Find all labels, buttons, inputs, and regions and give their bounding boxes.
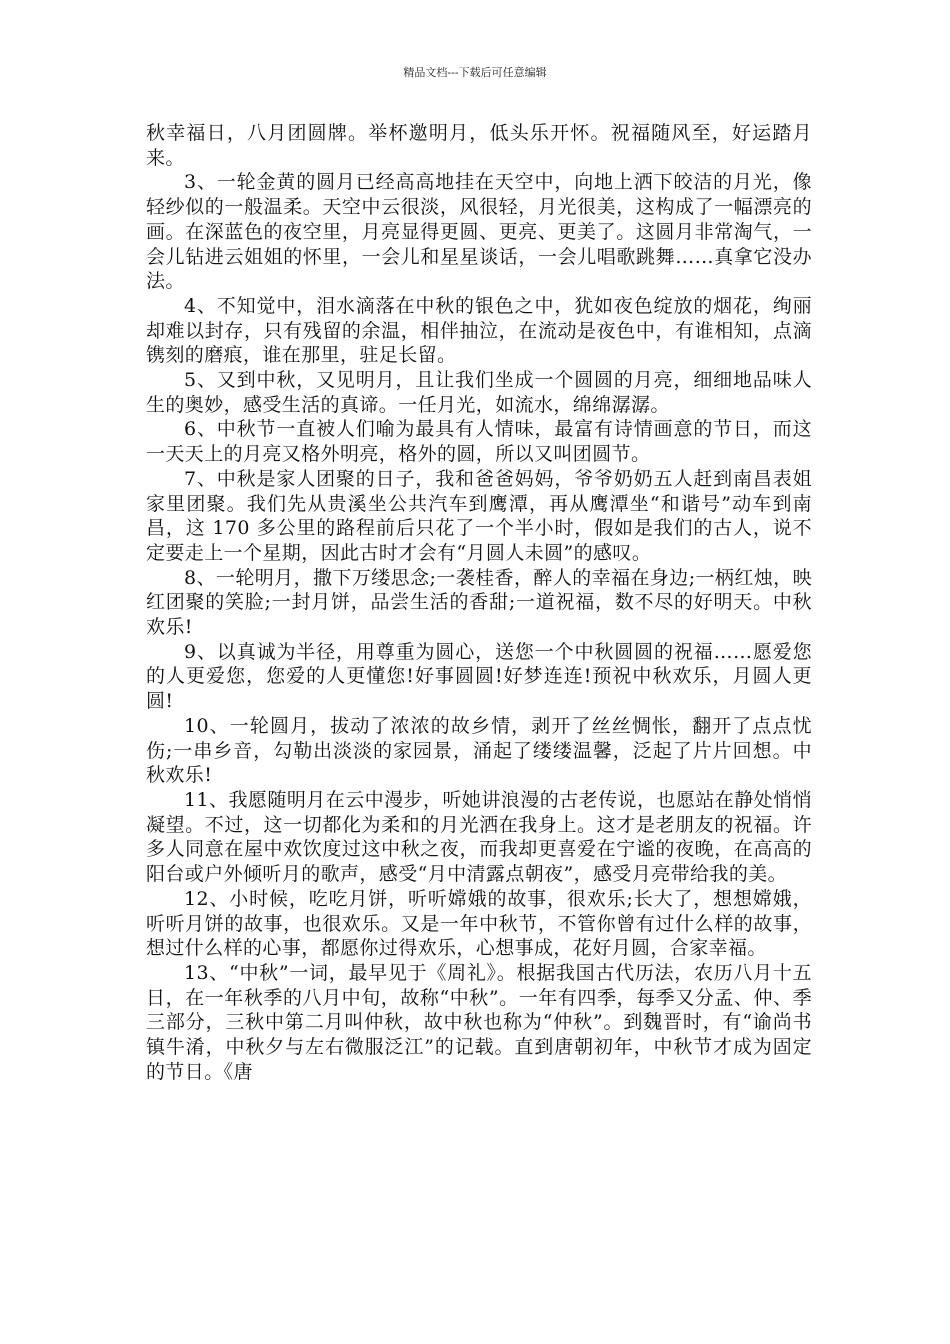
paragraph-8: 8、一轮明月，撒下万缕思念;一袭桂香，醉人的幸福在身边;一柄红烛，映红团聚的笑脸;一封月饼，品尝生活的香甜;一道祝福，数不尽的好明天。中秋欢乐!	[146, 566, 812, 639]
page-header: 精品文档---下载后可任意编辑	[403, 66, 547, 79]
paragraph-3: 3、一轮金黄的圆月已经高高地挂在天空中，向地上洒下皎洁的月光，像轻纱似的一般温柔。天空中云很淡，风很轻，月光很美，这构成了一幅漂亮的画。在深蓝色的夜空里，月亮显得更圆、更亮、更美了。这圆月非常淘气，一会儿钻进云姐姐的怀里，一会儿和星星谈话，一会儿唱歌跳舞……真拿它没办法。	[146, 171, 812, 293]
paragraph-9: 9、以真诚为半径，用尊重为圆心，送您一个中秋圆圆的祝福……愿爱您的人更爱您，您爱的人更懂您!好事圆圆!好梦连连!预祝中秋欢乐，月圆人更圆!	[146, 640, 812, 713]
paragraph-6: 6、中秋节一直被人们喻为最具有人情味，最富有诗情画意的节日，而这一天天上的月亮又格外明亮，格外的圆，所以又叫团圆节。	[146, 418, 812, 466]
paragraph-continued: 秋幸福日，八月团圆牌。举杯邀明月，低头乐开怀。祝福随风至，好运踏月来。	[146, 122, 812, 169]
paragraph-7: 7、中秋是家人团聚的日子，我和爸爸妈妈，爷爷奶奶五人赶到南昌表姐家里团聚。我们先从贵溪坐公共汽车到鹰潭，再从鹰潭坐“和谐号”动车到南昌，这 170 多公里的路程前后只花了一个半小时，假如是我们的古人，说不定要走上一个星期，因此古时才会有“月圆人未圆”的感叹。	[146, 467, 812, 564]
document-body	[146, 121, 812, 1084]
paragraph-10: 10、一轮圆月，拔动了浓浓的故乡情，剥开了丝丝惆怅，翻开了点点忧伤;一串乡音，勾勒出淡淡的家园景，涌起了缕缕温馨，泛起了片片回想。中秋欢乐!	[146, 714, 812, 787]
paragraph-11: 11、我愿随明月在云中漫步，听她讲浪漫的古老传说，也愿站在静处悄悄凝望。不过，这一切都化为柔和的月光洒在我身上。这才是老朋友的祝福。许多人同意在屋中欢饮度过这中秋之夜，而我却更喜爱在宁谧的夜晚，在高高的阳台或户外倾听月的歌声，感受“月中清露点朝夜”，感受月亮带给我的美。	[146, 788, 812, 886]
paragraph-12: 12、小时候，吃吃月饼，听听嫦娥的故事，很欢乐;长大了，想想嫦娥，听听月饼的故事，也很欢乐。又是一年中秋节，不管你曾有过什么样的故事，想过什么样的心事，都愿你过得欢乐，心想事成，花好月圆，合家幸福。	[146, 887, 812, 960]
paragraph-5: 5、又到中秋，又见明月，且让我们坐成一个圆圆的月亮，细细地品味人生的奥妙，感受生活的真谛。一任月光，如流水，绵绵潺潺。	[146, 369, 812, 416]
paragraph-4: 4、不知觉中，泪水滴落在中秋的银色之中，犹如夜色绽放的烟花，绚丽却难以封存，只有残留的余温，相伴抽泣，在流动是夜色中，有谁相知，点滴镌刻的磨痕，谁在那里，驻足长留。	[146, 294, 812, 367]
paragraph-13: 13、“中秋”一词，最早见于《周礼》。根据我国古代历法，农历八月十五日，在一年秋季的八月中旬，故称“中秋”。一年有四季，每季又分孟、仲、季三部分，三秋中第二月叫仲秋，故中秋也称为“仲秋”。到魏晋时，有“谕尚书镇牛淆，中秋夕与左右微服泛江”的记载。直到唐朝初年，中秋节才成为固定的节日。《唐	[146, 961, 812, 1083]
